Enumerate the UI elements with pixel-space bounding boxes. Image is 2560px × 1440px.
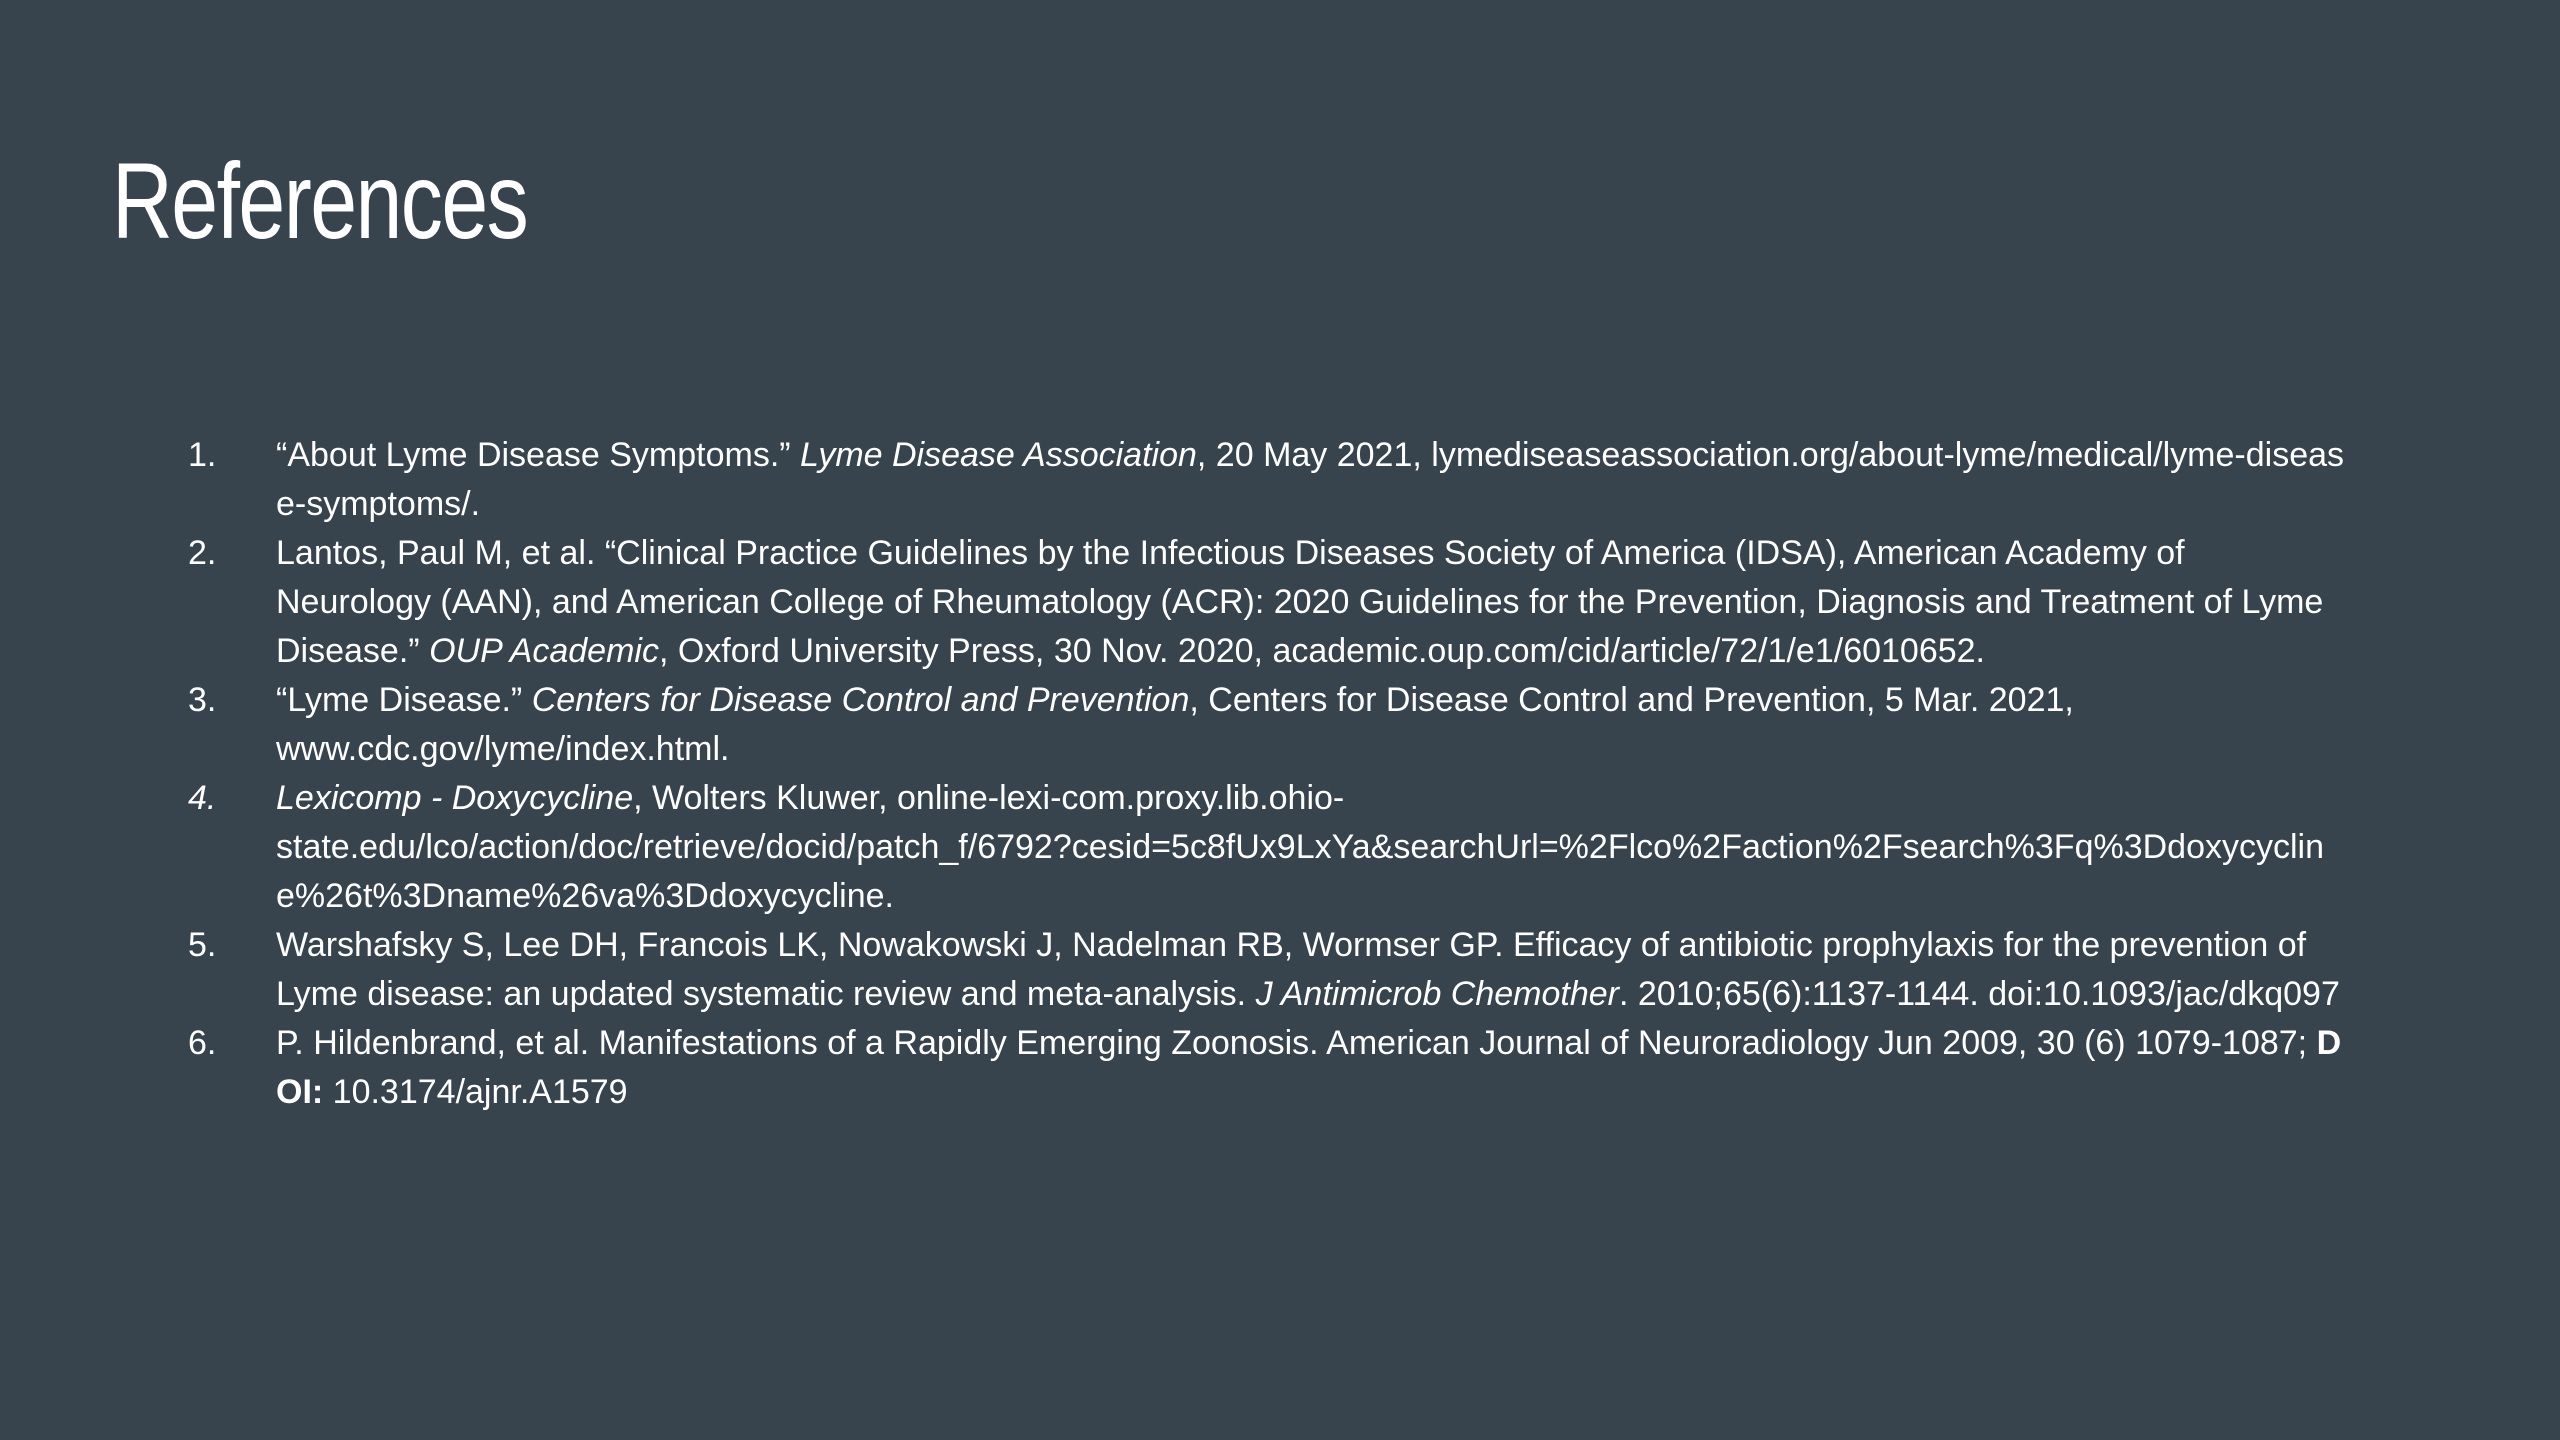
list-item (188, 921, 2348, 1019)
reference-text: Warshafsky S, Lee DH, Francois LK, Nowakowski J, Nadelman RB, Wormser GP. Efficacy of antibiotic prophylaxis for the prevention of Lyme disease: an updated systematic review and meta-analysis. J Antimicrob Chemother. 2010;65(6):1137-1144. doi:10.1093/jac/dkq097 (276, 926, 2340, 1013)
doi-label: DOI: (276, 1024, 2342, 1111)
reference-text: P. Hildenbrand, et al. Manifestations of a Rapidly Emerging Zoonosis. American Journal of Neuroradiology Jun 2009, 30 (6) 1079-1087; DOI: 10.3174/ajnr.A1579 (276, 1024, 2342, 1111)
source-title: Lexicomp - Doxycycline (276, 779, 634, 817)
source-title: OUP Academic (429, 632, 659, 670)
source-title: Centers for Disease Control and Prevention (531, 681, 1190, 719)
source-title: Lyme Disease Association (800, 436, 1197, 474)
list-item (188, 1019, 2348, 1117)
reference-text: Lantos, Paul M, et al. “Clinical Practice Guidelines by the Infectious Diseases Society of America (IDSA), American Academy of Neurology (AAN), and American College of Rheumatology (ACR): 2020 Guidelines for the Prevention, Diagnosis and Treatment of Lyme Disease.” OUP Academic, Oxford University Press, 30 Nov. 2020, academic.oup.com/cid/article/72/1/e1/6010652. (276, 534, 2324, 670)
reference-number: 2. (188, 534, 217, 572)
reference-number: 3. (188, 681, 217, 719)
reference-text: Lexicomp - Doxycycline, Wolters Kluwer, online-lexi-com.proxy.lib.ohio- state.edu/lco/action/doc/retrieve/docid/patch_f/6792?cesid=5c8fUx9LxYa&searchUrl=%2Flco%2Faction%2Fsearch%3Fq%3Ddoxycycline%26t%3Dname%26va%3Ddoxycycline. (276, 779, 2325, 915)
reference-list (188, 431, 2348, 1117)
reference-url: state.edu/lco/action/doc/retrieve/docid/patch_f/6792?cesid=5c8fUx9LxYa&searchUrl=%2Flco%2Faction%2Fsearch%3Fq%3Ddoxycycline%26t%3Dname%26va%3Ddoxycycline. (276, 828, 2325, 915)
reference-number: 1. (188, 436, 217, 474)
list-item (188, 529, 2348, 676)
list-item (188, 431, 2348, 529)
reference-number: 4. (188, 779, 217, 817)
reference-number: 6. (188, 1024, 217, 1062)
reference-text: “About Lyme Disease Symptoms.” Lyme Disease Association, 20 May 2021, lymediseaseassociation.org/about-lyme/medical/lyme-disease-symptoms/. (276, 436, 2345, 523)
source-title: J Antimicrob Chemother (1255, 975, 1619, 1013)
reference-number: 5. (188, 926, 217, 964)
reference-text: “Lyme Disease.” Centers for Disease Control and Prevention, Centers for Disease Control and Prevention, 5 Mar. 2021, www.cdc.gov/lyme/index.html. (276, 681, 2074, 768)
slide-title: References (112, 140, 528, 261)
list-item (188, 774, 2348, 921)
list-item (188, 676, 2348, 774)
